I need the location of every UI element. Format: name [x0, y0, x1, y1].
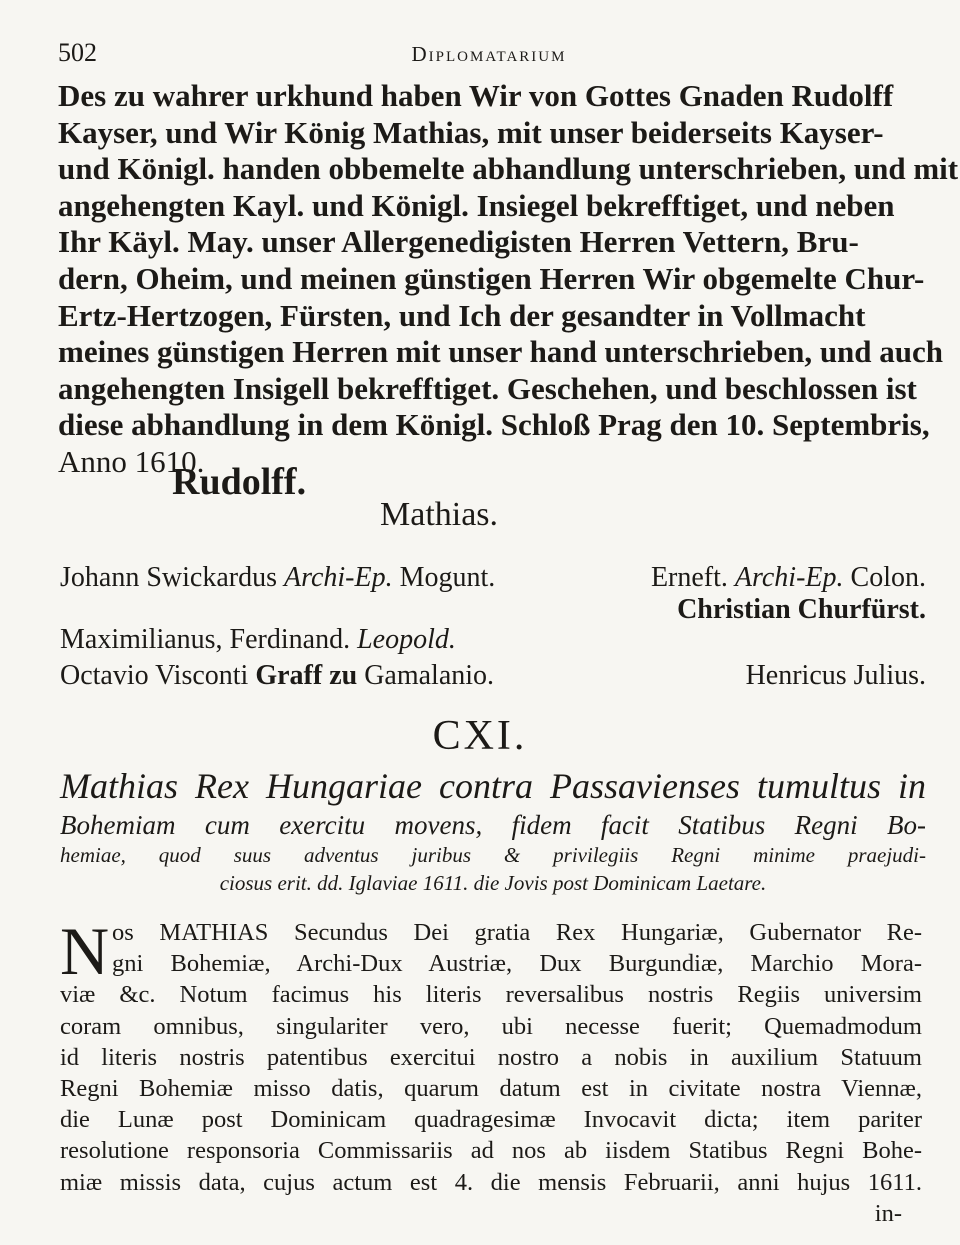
text-line: dern, Oheim, und meinen günstigen Herren Wir obgemelte Chur-	[58, 260, 925, 296]
text-line: angehengten Kayl. und Königl. Insiegel bekrefftiget, und neben	[58, 187, 895, 223]
catchword: in-	[874, 1199, 902, 1227]
signature-row	[60, 660, 926, 692]
text-line: angehengten Insigell bekrefftiget. Geschehen, und beschlossen ist	[58, 370, 917, 406]
rubric-line: ciosus erit. dd. Iglaviae 1611. die Jovis post Dominicam Laetare.	[219, 871, 767, 895]
signatory-name: Octavio Visconti	[60, 660, 249, 691]
signatory-see: Colon.	[850, 562, 926, 593]
text-line: die Lunæ post Dominicam quadragesimæ Invocavit dicta; item pariter	[60, 1106, 922, 1134]
drop-cap: N	[60, 913, 110, 989]
text-line: viæ &c. Notum facimus his literis reversalibus nostris Regiis universim	[60, 981, 922, 1009]
text-line: os MATHIAS Secundus Dei gratia Rex Hungariæ, Gubernator Re-	[112, 919, 922, 946]
text-line: coram omnibus, singulariter vero, ubi necesse fuerit; Quemadmodum	[60, 1012, 922, 1040]
signatory-title: Archi-Ep.	[283, 562, 393, 593]
signatory-place: Gamalanio.	[364, 660, 495, 691]
rubric-line: Mathias Rex Hungariae contra Passavienses tumultus in	[60, 766, 926, 806]
signatory-title: Graff zu	[255, 660, 358, 691]
document-rubric	[60, 764, 926, 897]
text-line: Ihr Käyl. May. unser Allergenedigisten Herren Vettern, Bru-	[58, 224, 859, 260]
signatory-christian: Christian Churfürst.	[677, 594, 926, 625]
signatory-names: Maximilianus, Ferdinand.	[60, 624, 351, 655]
signatory-name: Johann Swickardus	[60, 562, 277, 593]
text-line: gni Bohemiæ, Archi-Dux Austriæ, Dux Burgundiæ, Marchio Mora-	[112, 950, 922, 978]
text-line: resolutione responsoria Commissariis ad nos ab iisdem Statibus Regni Bohe-	[60, 1137, 922, 1165]
text-line: Regni Bohemiæ misso datis, quarum datum est in civitate nostra Viennæ,	[60, 1075, 922, 1103]
signatory-title: Archi-Ep.	[734, 562, 844, 593]
rubric-line: hemiae, quod suus adventus juribus & privilegiis Regni minime praejudi-	[60, 843, 926, 867]
text-line: und Königl. handen obbemelte abhandlung unterschrieben, und mit	[58, 151, 959, 187]
signatory-henricus: Henricus Julius.	[745, 660, 926, 691]
text-line: Kayser, und Wir König Mathias, mit unser beiderseits Kayser-	[58, 114, 884, 150]
text-line: id literis nostris patentibus exercitui nostro a nobis in auxilium Statuum	[60, 1043, 922, 1071]
latin-paragraph	[60, 913, 922, 1229]
text-line: Anno 1610.	[58, 443, 205, 479]
text-line: Ertz-Hertzogen, Fürsten, und Ich der gesandter in Vollmacht	[58, 297, 866, 333]
signature-row	[60, 624, 926, 656]
signature-row	[60, 562, 926, 594]
signature-mathias: Mathias.	[380, 496, 499, 533]
signature-rudolff: Rudolff.	[172, 461, 307, 503]
text-line: diese abhandlung in dem Königl. Schloß Prag den 10. Septembris,	[58, 407, 930, 443]
rubric-line: Bohemiam cum exercitu movens, fidem facit Statibus Regni Bo-	[60, 810, 926, 840]
signatory-see: Mogunt.	[399, 562, 496, 593]
text-line: Des zu wahrer urkhund haben Wir von Gottes Gnaden Rudolff	[58, 78, 894, 113]
page-number: 502	[58, 38, 97, 67]
running-head: Diplomatarium	[411, 42, 567, 66]
signatory-leopold: Leopold.	[357, 624, 456, 655]
text-line: meines günstigen Herren mit unser hand unterschrieben, und auch	[58, 334, 944, 370]
document-number: CXI.	[432, 713, 528, 759]
german-paragraph	[58, 78, 959, 481]
text-line: miæ missis data, cujus actum est 4. die mensis Februarii, anni hujus 1611.	[60, 1168, 922, 1196]
signatory-right	[651, 562, 926, 594]
page-header	[58, 38, 920, 78]
signatory-name: Erneft.	[650, 562, 728, 593]
